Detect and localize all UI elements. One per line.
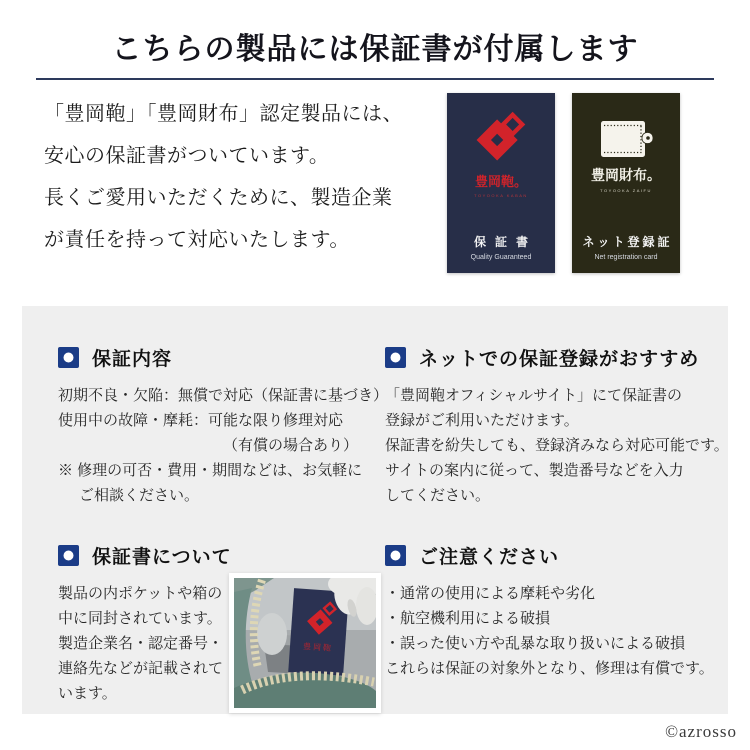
caution-item: ・航空機利用による破損	[385, 610, 551, 627]
body-line: 「豊岡鞄オフィシャルサイト」にて保証書の	[385, 387, 683, 404]
info-panel	[22, 306, 728, 714]
body-line: 中に同封されています。	[58, 610, 222, 627]
warranty-card-label: 保証書	[473, 235, 537, 249]
section-net-registration	[385, 344, 729, 508]
section-bullet-icon	[58, 545, 79, 566]
copyright-credit: ©azrosso	[665, 722, 737, 741]
section-heading: ネットでの保証登録がおすすめ	[419, 349, 700, 370]
net-registration-card	[572, 93, 680, 273]
section-heading: ご注意ください	[419, 547, 560, 568]
warranty-card-in-bag-photo	[229, 573, 381, 713]
intro-section	[0, 80, 750, 273]
body-line: 使用中の故障・摩耗：可能な限り修理対応	[58, 412, 344, 429]
body-line: してください。	[385, 487, 491, 504]
body-line: （有償の場合あり）	[223, 437, 359, 454]
section-heading: 保証書について	[92, 547, 232, 568]
body-line: サイトの案内に従って、製造番号などを入力	[385, 462, 684, 479]
body-line: 保証書を紛失しても、登録済みなら対応可能です。	[385, 437, 729, 454]
page-title: こちらの製品には保証書が付属します	[111, 33, 639, 66]
caution-item: ・誤った使い方や乱暴な取り扱いによる破損	[385, 635, 686, 652]
body-line: います。	[58, 685, 117, 702]
toyooka-bag-logo-icon	[470, 107, 532, 169]
intro-line: が責任を持って対応いたします。	[44, 229, 350, 251]
registration-card-label-en: Net registration card	[594, 254, 658, 261]
caution-footnote: これらは保証の対象外となり、修理は有償です。	[385, 660, 714, 677]
photo-card-label: 豊岡鞄	[302, 641, 334, 654]
certificate-cards	[447, 93, 680, 273]
section-warranty-content	[58, 344, 389, 508]
warranty-card-label-en: Quality Guaranteed	[470, 254, 532, 261]
body-line: 製造企業名・認定番号・	[58, 635, 224, 652]
intro-line: 「豊岡鞄」「豊岡財布」認定製品には、	[44, 103, 403, 125]
body-line: 初期不良・欠陥：無償で対応（保証書に基づき）	[58, 387, 389, 404]
body-line: 製品の内ポケットや箱の	[58, 585, 223, 602]
section-bullet-icon	[385, 347, 406, 368]
section-bullet-icon	[385, 545, 406, 566]
body-line: ※ 修理の可否・費用・期間などは、お気軽に	[58, 462, 363, 479]
warranty-card	[447, 93, 555, 273]
registration-card-label: ネット登録証	[582, 235, 673, 249]
registration-card-brand-sub: TOYOOKA ZAIFU	[600, 188, 652, 193]
caution-item: ・通常の使用による摩耗や劣化	[385, 585, 596, 602]
section-cautions	[385, 542, 729, 713]
warranty-card-brand: 豊岡鞄。	[474, 174, 527, 189]
header	[0, 0, 750, 80]
intro-line: 長くご愛用いただくために、製造企業	[44, 187, 393, 209]
intro-text	[44, 93, 403, 273]
registration-card-brand: 豊岡財布。	[591, 167, 661, 183]
section-heading: 保証内容	[92, 349, 173, 370]
section-about-warranty-card	[58, 542, 385, 713]
warranty-card-brand-sub: TOYOOKA KABAN	[474, 193, 528, 198]
body-line: 連絡先などが記載されて	[58, 660, 224, 677]
wallet-icon	[598, 115, 654, 163]
intro-line: 安心の保証書がついています。	[44, 145, 330, 167]
body-line: 登録がご利用いただけます。	[385, 412, 579, 429]
body-line: ご相談ください。	[79, 487, 200, 504]
section-bullet-icon	[58, 347, 79, 368]
